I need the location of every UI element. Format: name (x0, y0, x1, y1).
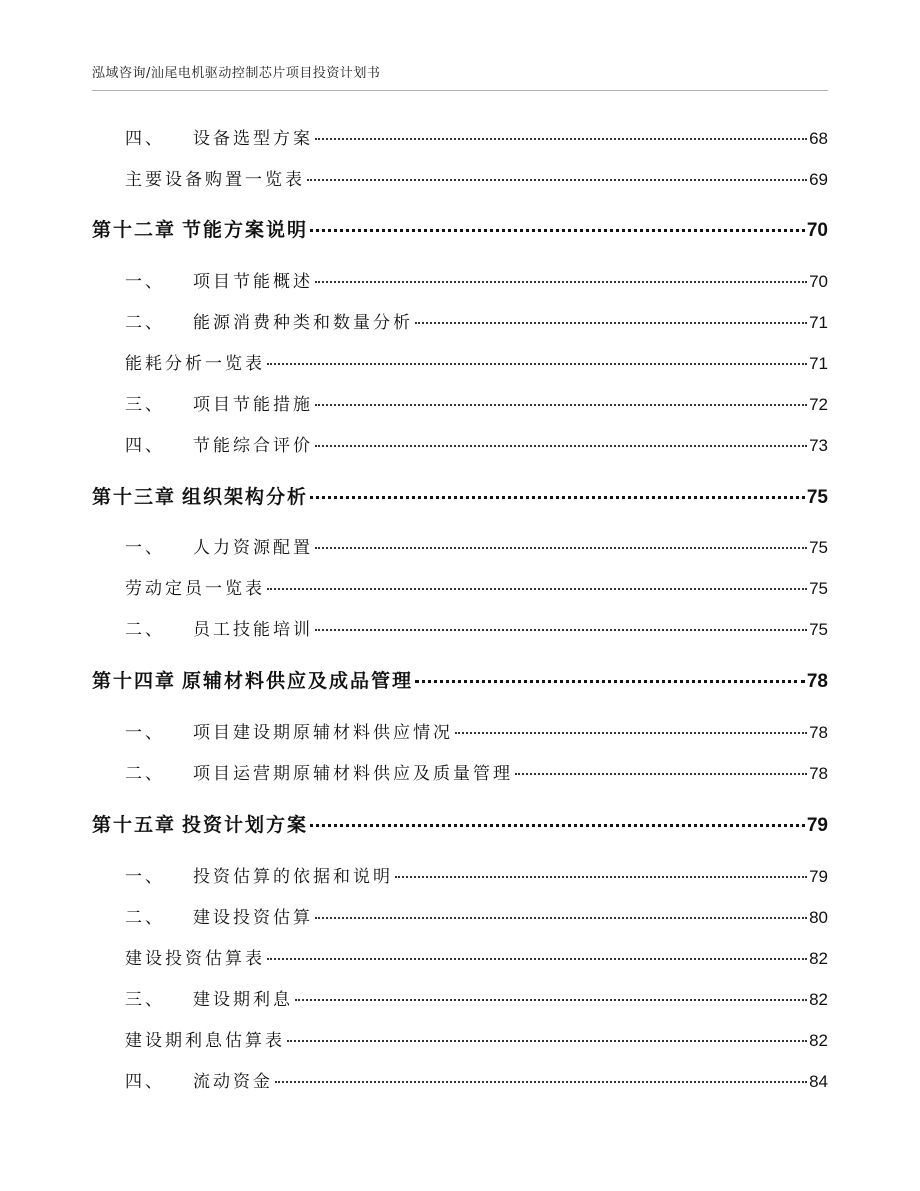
toc-entry-number: 四、 (125, 436, 165, 456)
toc-section-entry[interactable] (92, 308, 828, 333)
page-header: 泓域咨询/汕尾电机驱动控制芯片项目投资计划书 (92, 66, 381, 81)
toc-dot-leader (310, 229, 805, 232)
toc-entry-number: 一、 (125, 538, 165, 558)
toc-dot-leader (315, 445, 807, 447)
toc-entry-number: 二、 (125, 313, 165, 333)
toc-entry-text: 原辅材料供应及成品管理 (182, 670, 414, 692)
toc-dot-leader (267, 588, 807, 590)
toc-entry-label (92, 615, 313, 640)
toc-dot-leader (315, 917, 807, 919)
toc-page-number: 71 (809, 313, 828, 332)
toc-section-entry[interactable] (92, 1026, 828, 1051)
toc-page-number: 70 (806, 220, 828, 241)
toc-entry-text: 主要设备购置一览表 (125, 170, 305, 190)
toc-entry-number: 三、 (125, 395, 165, 415)
toc-dot-leader (395, 876, 807, 878)
toc-page-number: 71 (809, 354, 828, 373)
toc-entry-text: 投资估算的依据和说明 (193, 867, 393, 887)
toc-page-number: 70 (809, 272, 828, 291)
toc-entry-label (92, 1067, 273, 1092)
toc-dot-leader (275, 1081, 807, 1083)
toc-entry-text: 建设投资估算 (193, 908, 313, 928)
toc-page-number: 80 (809, 908, 828, 927)
toc-page-number: 73 (809, 436, 828, 455)
toc-chapter-entry[interactable] (92, 666, 828, 693)
toc-entry-number: 二、 (125, 620, 165, 640)
toc-section-entry[interactable] (92, 718, 828, 743)
toc-entry-text: 劳动定员一览表 (125, 579, 265, 599)
toc-entry-label (92, 574, 265, 599)
toc-entry-text: 能源消费种类和数量分析 (193, 313, 413, 333)
toc-entry-label (92, 124, 313, 149)
toc-page-number: 82 (809, 990, 828, 1009)
toc-entry-label (92, 349, 265, 374)
toc-entry-label (92, 944, 265, 969)
toc-entry-number: 一、 (125, 723, 165, 743)
toc-dot-leader (295, 999, 807, 1001)
toc-section-entry[interactable] (92, 759, 828, 784)
toc-dot-leader (307, 179, 807, 181)
toc-chapter-entry[interactable] (92, 810, 828, 837)
toc-section-entry[interactable] (92, 615, 828, 640)
toc-page-number: 68 (809, 129, 828, 148)
toc-entry-label (92, 533, 313, 558)
toc-entry-text: 投资计划方案 (182, 814, 309, 836)
toc-entry-number: 第十二章 (92, 219, 177, 241)
toc-section-entry[interactable] (92, 903, 828, 928)
toc-entry-label (92, 165, 305, 190)
toc-section-entry[interactable] (92, 165, 828, 190)
toc-dot-leader (315, 138, 807, 140)
toc-dot-leader (315, 629, 807, 631)
toc-dot-leader (515, 773, 807, 775)
toc-dot-leader (310, 824, 805, 827)
toc-entry-text: 项目建设期原辅材料供应情况 (193, 723, 453, 743)
toc-section-entry[interactable] (92, 1067, 828, 1092)
toc-entry-label (92, 862, 393, 887)
toc-entry-text: 建设投资估算表 (125, 949, 265, 969)
toc-entry-number: 一、 (125, 867, 165, 887)
toc-entry-text: 项目节能概述 (193, 272, 313, 292)
toc-entry-label (92, 718, 453, 743)
toc-entry-text: 节能方案说明 (182, 219, 309, 241)
toc-page-number: 82 (809, 949, 828, 968)
toc-page-number: 79 (806, 815, 828, 836)
toc-entry-label (92, 215, 308, 242)
toc-dot-leader (415, 322, 807, 324)
toc-entry-label (92, 810, 308, 837)
toc-entry-number: 第十四章 (92, 670, 177, 692)
toc-page-number: 78 (809, 764, 828, 783)
toc-entry-text: 组织架构分析 (182, 486, 309, 508)
toc-page-number: 75 (809, 579, 828, 598)
toc-section-entry[interactable] (92, 985, 828, 1010)
toc-entry-number: 二、 (125, 764, 165, 784)
toc-page-number: 82 (809, 1031, 828, 1050)
toc-section-entry[interactable] (92, 267, 828, 292)
toc-page-number: 75 (806, 487, 828, 508)
toc-entry-number: 二、 (125, 908, 165, 928)
toc-entry-number: 第十三章 (92, 486, 177, 508)
toc-section-entry[interactable] (92, 390, 828, 415)
toc-page-number: 79 (809, 867, 828, 886)
toc-entry-text: 员工技能培训 (193, 620, 313, 640)
toc-entry-label (92, 267, 313, 292)
toc-section-entry[interactable] (92, 431, 828, 456)
toc-section-entry[interactable] (92, 862, 828, 887)
toc-entry-text: 项目节能措施 (193, 395, 313, 415)
toc-entry-number: 四、 (125, 129, 165, 149)
toc-dot-leader (315, 281, 807, 283)
toc-entry-text: 节能综合评价 (193, 436, 313, 456)
toc-entry-number: 一、 (125, 272, 165, 292)
toc-dot-leader (287, 1040, 807, 1042)
toc-entry-number: 三、 (125, 990, 165, 1010)
toc-section-entry[interactable] (92, 944, 828, 969)
toc-entry-text: 能耗分析一览表 (125, 354, 265, 374)
toc-entry-label (92, 308, 413, 333)
toc-page-number: 75 (809, 620, 828, 639)
toc-page-number: 72 (809, 395, 828, 414)
toc-section-entry[interactable] (92, 574, 828, 599)
toc-dot-leader (267, 363, 807, 365)
toc-entry-label (92, 759, 513, 784)
toc-entry-text: 项目运营期原辅材料供应及质量管理 (193, 764, 513, 784)
toc-entry-label (92, 431, 313, 456)
toc-section-entry[interactable] (92, 124, 828, 149)
toc-chapter-entry[interactable] (92, 482, 828, 509)
toc-page-number: 75 (809, 538, 828, 557)
toc-page-number: 78 (806, 671, 828, 692)
toc-page-number: 84 (809, 1072, 828, 1091)
toc-chapter-entry[interactable] (92, 215, 828, 242)
toc-page-number: 69 (809, 170, 828, 189)
toc-page-number: 78 (809, 723, 828, 742)
toc-section-entry[interactable] (92, 533, 828, 558)
toc-entry-text: 人力资源配置 (193, 538, 313, 558)
toc-dot-leader (267, 958, 807, 960)
toc-entry-text: 建设期利息估算表 (125, 1031, 285, 1051)
table-of-contents (92, 0, 828, 1191)
toc-dot-leader (315, 404, 807, 406)
toc-entry-number: 四、 (125, 1072, 165, 1092)
toc-dot-leader (455, 732, 807, 734)
toc-entry-label (92, 666, 413, 693)
toc-entry-label (92, 1026, 285, 1051)
toc-entry-text: 建设期利息 (193, 990, 293, 1010)
toc-dot-leader (415, 680, 805, 683)
toc-entry-label (92, 390, 313, 415)
toc-entry-text: 流动资金 (193, 1072, 273, 1092)
toc-entry-number: 第十五章 (92, 814, 177, 836)
toc-section-entry[interactable] (92, 349, 828, 374)
toc-entry-text: 设备选型方案 (193, 129, 313, 149)
toc-entry-label (92, 482, 308, 509)
toc-dot-leader (315, 547, 807, 549)
toc-dot-leader (310, 496, 805, 499)
toc-entry-label (92, 903, 313, 928)
toc-entry-label (92, 985, 293, 1010)
